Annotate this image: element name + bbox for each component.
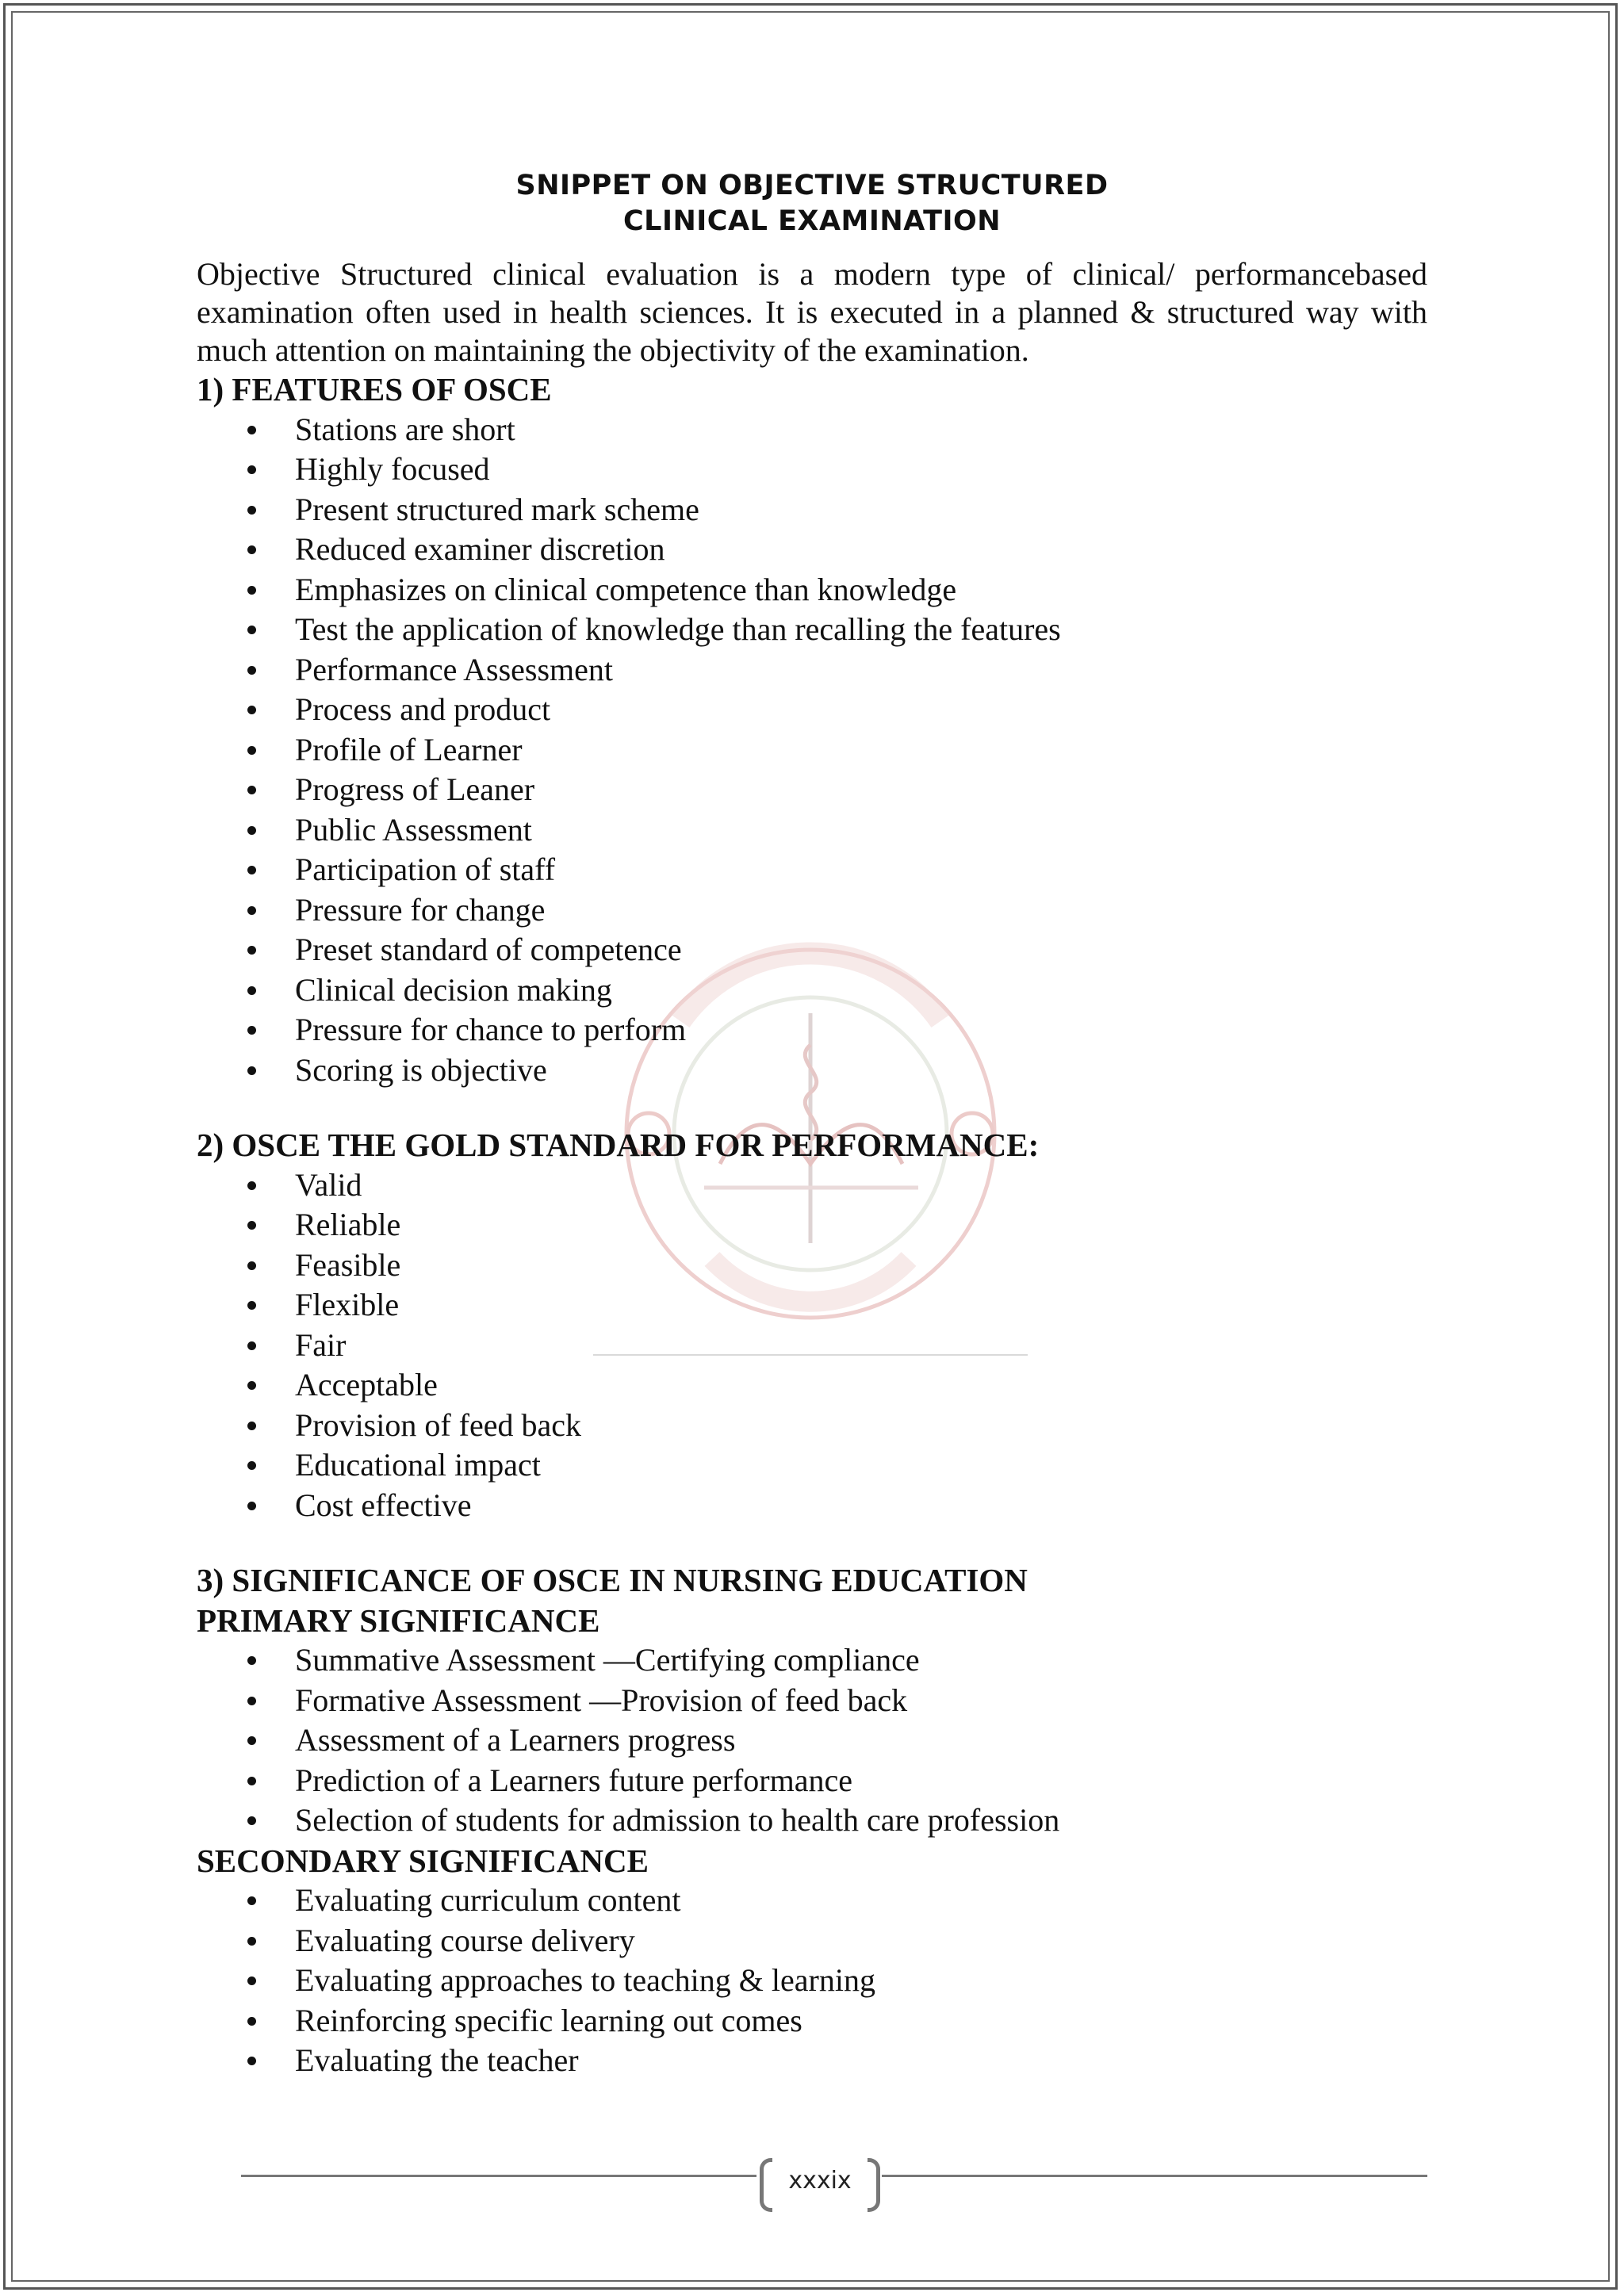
list-item: Educational impact [197,1445,1427,1486]
list-item: Pressure for change [197,890,1427,931]
list-item: Evaluating approaches to teaching & learning [197,1961,1427,2001]
footer-rule-right [882,2175,1427,2177]
document-title [197,168,1427,239]
list-item: Public Assessment [197,810,1427,851]
list-item: Emphasizes on clinical competence than knowledge [197,570,1427,610]
list-item: Fair [197,1326,1427,1366]
list-item: Valid [197,1165,1427,1206]
list-item: Reduced examiner discretion [197,530,1427,570]
secondary-significance-list [197,1881,1427,2081]
document-body [197,168,1427,2081]
list-item: Clinical decision making [197,970,1427,1011]
list-item: Selection of students for admission to health care profession [197,1800,1427,1841]
list-item: Flexible [197,1285,1427,1326]
list-item: Cost effective [197,1486,1427,1526]
list-item: Acceptable [197,1365,1427,1406]
list-item: Performance Assessment [197,650,1427,691]
list-item: Pressure for chance to perform [197,1010,1427,1050]
list-item: Assessment of a Learners progress [197,1720,1427,1761]
secondary-significance-heading: SECONDARY SIGNIFICANCE [197,1842,649,1879]
features-list [197,410,1427,1091]
list-item: Provision of feed back [197,1406,1427,1446]
list-item: Preset standard of competence [197,930,1427,970]
list-item: Reliable [197,1205,1427,1246]
list-item: Feasible [197,1246,1427,1286]
list-item: Prediction of a Learners future performance [197,1761,1427,1801]
gold-standard-list [197,1165,1427,1526]
footer-bracket-right [868,2158,880,2212]
list-item: Formative Assessment —Provision of feed back [197,1681,1427,1721]
list-item: Stations are short [197,410,1427,450]
page-number: xxxix [788,2167,852,2195]
list-item: Evaluating course delivery [197,1921,1427,1961]
section-1-heading: 1) FEATURES OF OSCE [197,371,552,408]
title-line-2: CLINICAL EXAMINATION [622,205,1002,237]
list-item: Participation of staff [197,850,1427,890]
section-2-heading: 2) OSCE THE GOLD STANDARD FOR PERFORMANCE: [197,1127,1040,1163]
footer-bracket-left [760,2158,772,2212]
list-item: Progress of Leaner [197,770,1427,810]
list-item: Test the application of knowledge than recalling the features [197,610,1427,650]
list-item: Profile of Learner [197,730,1427,771]
list-item: Reinforcing specific learning out comes [197,2001,1427,2042]
list-item: Evaluating the teacher [197,2041,1427,2081]
list-item: Process and product [197,690,1427,730]
list-item: Highly focused [197,450,1427,490]
title-line-1: SNIPPET ON OBJECTIVE STRUCTURED [515,170,1109,201]
list-item: Scoring is objective [197,1050,1427,1091]
list-item: Evaluating curriculum content [197,1881,1427,1921]
section-3-heading: 3) SIGNIFICANCE OF OSCE IN NURSING EDUCATION [197,1562,1028,1598]
primary-significance-heading: PRIMARY SIGNIFICANCE [197,1601,600,1639]
list-item: Present structured mark scheme [197,490,1427,530]
footer-rule-left [241,2175,756,2177]
primary-significance-list [197,1640,1427,1841]
intro-paragraph: Objective Structured clinical evaluation is a modern type of clinical/ performancebased examination often used in health sciences. It is executed in a planned & structured way with much attention on maintaining the objectivity of the examination. [197,256,1427,368]
list-item: Summative Assessment —Certifying compliance [197,1640,1427,1681]
